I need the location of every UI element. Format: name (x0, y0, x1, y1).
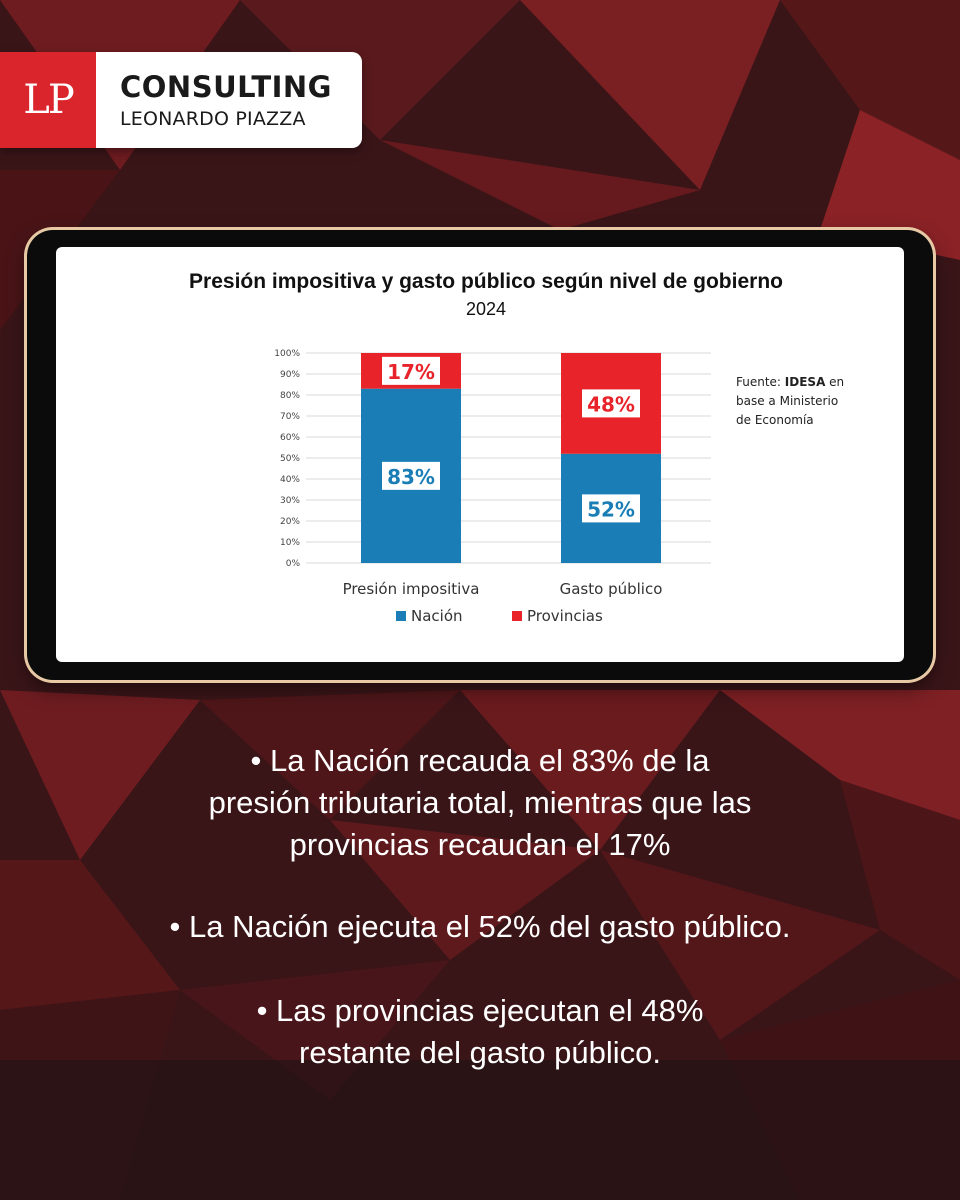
y-tick-label: 10% (279, 538, 300, 548)
bullet-item (170, 990, 790, 1074)
legend-label: Nación (411, 607, 463, 625)
x-category-label: Gasto público (559, 580, 663, 598)
bullet-line: • Las provincias ejecutan el 48% (256, 993, 704, 1028)
bullet-list (0, 740, 960, 1074)
legend-label: Provincias (527, 607, 603, 625)
bullet-line: • La Nación recauda el 83% de la (250, 743, 710, 778)
y-tick-label: 90% (279, 370, 300, 380)
y-tick-label: 100% (274, 349, 300, 359)
y-tick-label: 80% (279, 391, 300, 401)
brand-logo (0, 52, 362, 148)
stacked-bar-chart (56, 247, 904, 662)
logo-title: CONSULTING (120, 70, 332, 104)
y-tick-label: 40% (279, 475, 300, 485)
legend-swatch (396, 611, 406, 621)
logo-subtitle: LEONARDO PIAZZA (120, 108, 306, 130)
y-tick-label: 30% (279, 496, 300, 506)
legend-swatch (512, 611, 522, 621)
chart-screen (56, 247, 904, 662)
chart-title: Presión impositiva y gasto público según nivel de gobierno (189, 270, 783, 293)
bullet-line: restante del gasto público. (299, 1035, 661, 1070)
y-tick-label: 0% (285, 559, 300, 569)
bullet-item (70, 906, 890, 948)
chart-source-line-3: de Economía (736, 413, 814, 427)
bullet-line: • La Nación ejecuta el 52% del gasto público. (169, 909, 791, 944)
bullet-line: presión tributaria total, mientras que las (208, 785, 752, 820)
bullet-line: provincias recaudan el 17% (289, 827, 671, 862)
x-category-label: Presión impositiva (342, 580, 480, 598)
y-tick-label: 60% (279, 433, 300, 443)
chart-subtitle: 2024 (465, 299, 507, 319)
data-label: 83% (387, 464, 435, 489)
data-label: 17% (387, 359, 435, 384)
data-label: 48% (587, 392, 635, 417)
logo-mark: LP (0, 52, 96, 148)
chart-source-line-2: base a Ministerio (736, 394, 839, 408)
data-label: 52% (587, 497, 635, 522)
y-tick-label: 70% (279, 412, 300, 422)
y-tick-label: 20% (279, 517, 300, 527)
bullet-item (100, 740, 860, 866)
chart-source: Fuente: IDESA en (736, 375, 845, 389)
y-tick-label: 50% (279, 454, 300, 464)
